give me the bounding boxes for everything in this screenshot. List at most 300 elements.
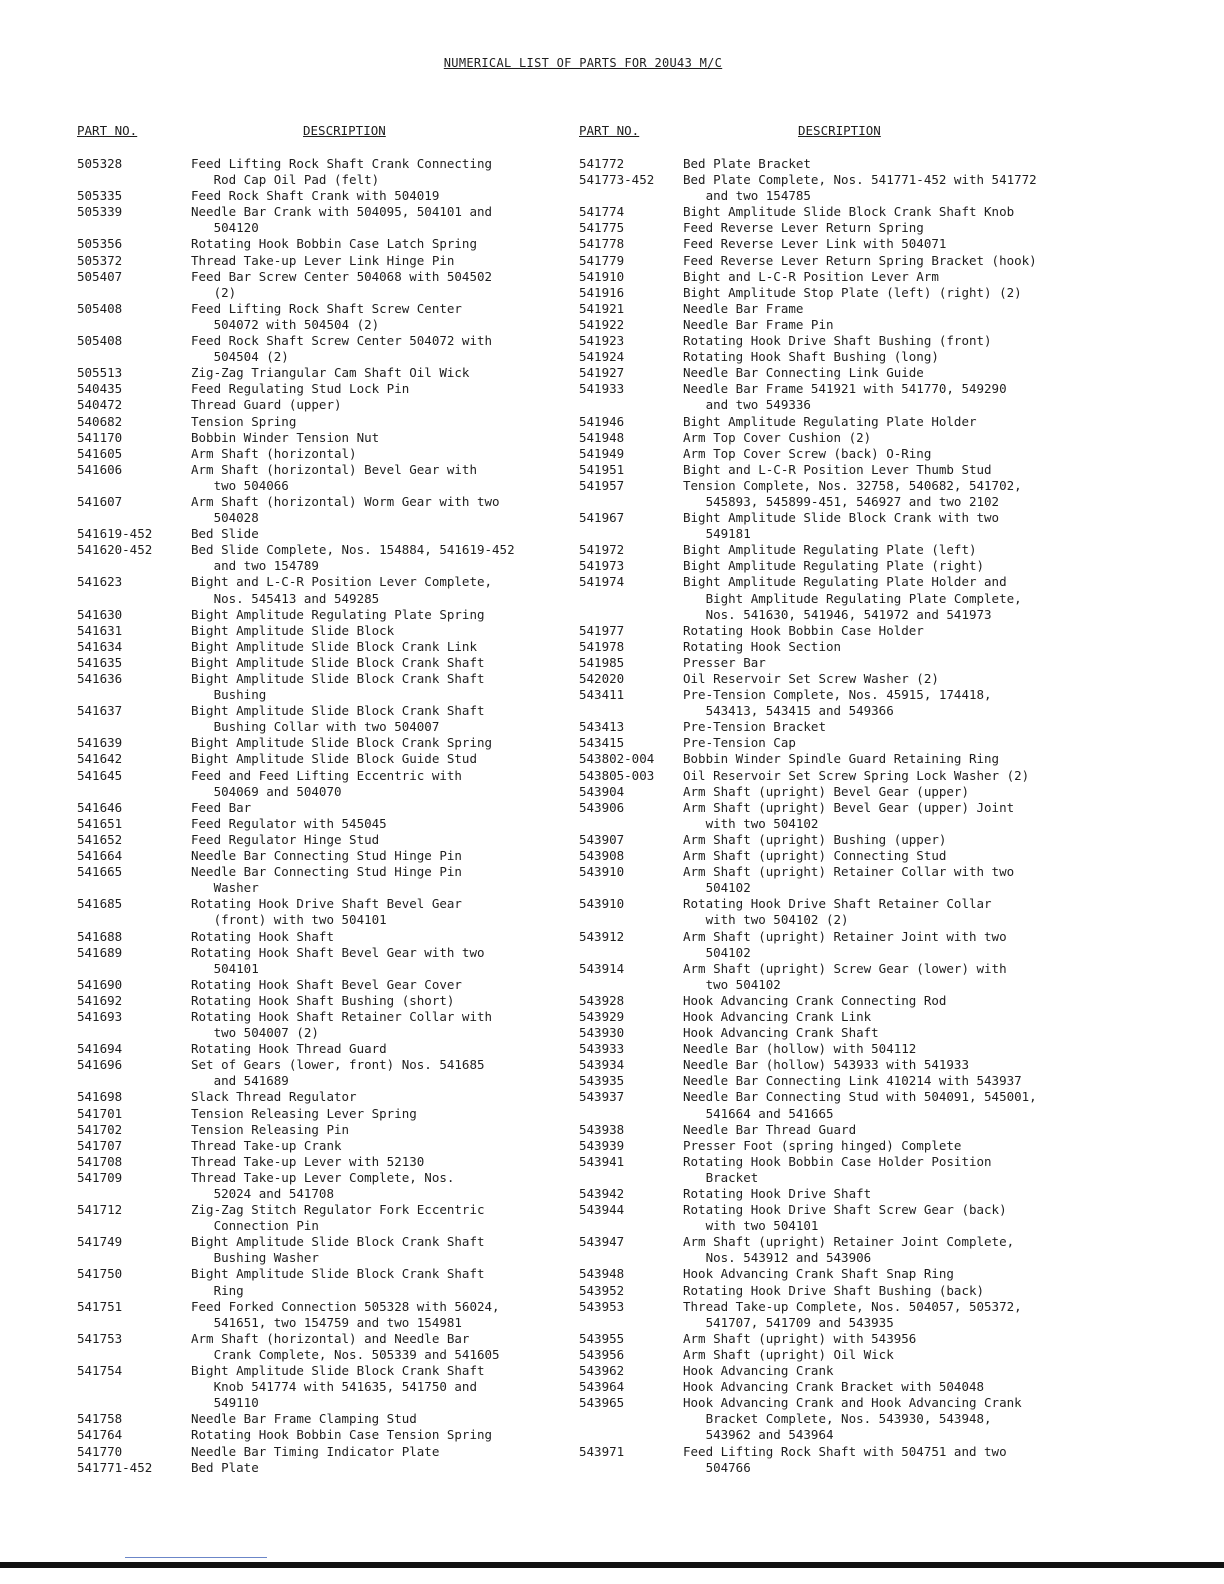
part-number: 540682 [77,413,123,429]
parts-row [579,1154,1079,1186]
part-number: 541690 [77,976,123,992]
parts-row [579,285,1079,301]
parts-row [77,188,547,204]
parts-row [579,349,1079,365]
part-number: 543971 [579,1443,625,1459]
part-number: 541607 [77,493,123,509]
part-description: Bight and L-C-R Position Lever Thumb Stud [683,461,992,477]
part-number: 543956 [579,1346,625,1362]
parts-row [77,333,547,365]
part-description: Hook Advancing Crank Shaft [683,1025,879,1041]
parts-row [579,896,1079,928]
parts-row [77,1138,547,1154]
part-description: Arm Top Cover Cushion (2) [683,429,872,445]
parts-row [579,558,1079,574]
part-description: Zig-Zag Triangular Cam Shaft Oil Wick [191,365,470,381]
parts-row [77,542,547,574]
part-number: 543908 [579,848,625,864]
part-number: 541701 [77,1105,123,1121]
part-description: Bight Amplitude Regulating Plate (left) [683,542,977,558]
parts-row [77,269,547,301]
part-description: Bight Amplitude Slide Block Guide Stud [191,751,477,767]
part-description: Rotating Hook Shaft Bevel Gear Cover [191,976,462,992]
part-description: Feed Rock Shaft Crank with 504019 [191,188,440,204]
parts-row [77,864,547,896]
parts-row [77,1106,547,1122]
part-description: Needle Bar Frame Pin [683,316,834,332]
parts-row [579,1057,1079,1073]
parts-row [579,333,1079,349]
parts-row [579,1363,1079,1379]
part-description: Oil Reservoir Set Screw Washer (2) [683,671,939,686]
part-number: 541688 [77,928,123,944]
part-number: 543906 [579,799,625,815]
parts-row [77,768,547,800]
parts-row [77,1299,547,1331]
part-number: 541770 [77,1443,123,1459]
part-description: Bight Amplitude Slide Block Crank Shaft [191,654,485,670]
part-number: 541709 [77,1169,123,1185]
parts-row [579,1283,1079,1299]
part-number: 543929 [579,1008,625,1024]
part-number: 543937 [579,1089,625,1105]
part-number: 541977 [579,622,625,638]
part-number: 543947 [579,1234,625,1250]
part-description: Needle Bar Connecting Stud Hinge Pin Washer [191,864,462,896]
part-number: 541973 [579,558,625,574]
part-number: 543935 [579,1073,625,1089]
parts-row [77,494,547,526]
part-description: Pre-Tension Cap [683,735,796,751]
parts-row [77,1444,547,1460]
part-number: 543964 [579,1379,625,1395]
parts-row [579,414,1079,430]
part-number: 543415 [579,735,625,751]
part-number: 505408 [77,333,123,349]
part-description: Thread Guard (upper) [191,397,342,413]
part-number: 541771-452 [77,1459,153,1475]
part-description: Bed Slide Complete, Nos. 154884, 541619-452 and two 154789 [191,542,515,574]
parts-row [579,1009,1079,1025]
part-description: Feed Lifting Rock Shaft Crank Connecting Rod Cap Oil Pad (felt) [191,156,493,188]
parts-row [579,317,1079,333]
part-description: Arm Shaft (upright) Retainer Joint Complete, Nos. 543912 and 543906 [683,1234,1015,1266]
part-description: Feed Regulator with 545045 [191,815,387,831]
part-number: 543910 [579,896,625,912]
part-description: Arm Shaft (upright) Oil Wick [683,1346,894,1362]
parts-row [77,929,547,945]
part-description: Hook Advancing Crank Link [683,1008,872,1024]
part-description: Presser Foot (spring hinged) Complete [683,1137,962,1153]
part-number: 541957 [579,477,625,493]
part-number: 543802-004 [579,751,655,767]
part-number: 541927 [579,365,625,381]
part-number: 541605 [77,445,123,461]
part-description: Hook Advancing Crank Bracket with 504048 [683,1379,985,1395]
part-number: 543904 [579,783,625,799]
part-description: Arm Shaft (upright) Screw Gear (lower) with two 504102 [683,960,1007,992]
part-number: 541951 [579,461,625,477]
parts-row [579,1089,1079,1121]
part-description: Feed Reverse Lever Return Spring [683,220,924,236]
parts-row [77,993,547,1009]
part-number: 541636 [77,671,123,686]
part-number: 541170 [77,429,123,445]
parts-row [77,1234,547,1266]
part-description: Bight Amplitude Regulating Plate Holder and Bight Amplitude Regulating Plate Complete, Nos. 541630, 541946, 541972 and 541973 [683,574,1022,622]
part-description: Zig-Zag Stitch Regulator Fork Eccentric Connection Pin [191,1202,485,1234]
parts-row [579,301,1079,317]
part-description: Rotating Hook Thread Guard [191,1041,387,1057]
parts-row [77,735,547,751]
parts-row [579,719,1079,735]
part-number: 543934 [579,1057,625,1073]
part-description: Hook Advancing Crank and Hook Advancing Crank Bracket Complete, Nos. 543930, 543948, 543962 and 543964 [683,1395,1022,1443]
part-number: 505335 [77,188,123,204]
parts-row [77,1041,547,1057]
parts-row [77,1170,547,1202]
parts-row [77,655,547,671]
parts-row [77,365,547,381]
part-number: 541642 [77,751,123,767]
parts-row [579,1347,1079,1363]
part-number: 543933 [579,1041,625,1057]
part-number: 541946 [579,413,625,429]
part-number: 543914 [579,960,625,976]
parts-row [77,751,547,767]
parts-row [579,204,1079,220]
part-description: Bight Amplitude Slide Block Crank Shaft Bushing Washer [191,1234,485,1266]
part-number: 541645 [77,767,123,783]
part-number: 505372 [77,252,123,268]
part-description: Needle Bar (hollow) 543933 with 541933 [683,1057,969,1073]
part-description: Rotating Hook Bobbin Case Latch Spring [191,236,477,252]
parts-row [579,269,1079,285]
part-description: Bight Amplitude Slide Block Crank with two 549181 [683,510,1000,542]
part-description: Arm Shaft (horizontal) [191,445,357,461]
part-number: 543941 [579,1153,625,1169]
part-description: Needle Bar Connecting Stud with 504091, 545001, 541664 and 541665 [683,1089,1037,1121]
part-description: Bight Amplitude Slide Block Crank Shaft Bushing Collar with two 504007 [191,703,485,735]
parts-row [579,1202,1079,1234]
parts-row [579,671,1079,687]
part-description: Rotating Hook Section [683,638,842,654]
part-description: Rotating Hook Bobbin Case Tension Spring [191,1427,493,1443]
parts-row [77,1266,547,1298]
part-description: Needle Bar Frame 541921 with 541770, 549290 and two 549336 [683,381,1007,413]
part-number: 541619-452 [77,526,153,542]
parts-row [77,848,547,864]
part-description: Bight Amplitude Slide Block Crank Shaft Ring [191,1266,485,1298]
part-description: Feed Rock Shaft Screw Center 504072 with 504504 (2) [191,333,493,365]
part-description: Feed Forked Connection 505328 with 56024, 541651, two 154759 and two 154981 [191,1298,500,1330]
part-description: Needle Bar (hollow) with 504112 [683,1041,917,1057]
part-description: Needle Bar Frame [683,300,804,316]
part-number: 541967 [579,510,625,526]
part-description: Bight Amplitude Slide Block Crank Link [191,638,477,654]
part-description: Feed Reverse Lever Link with 504071 [683,236,947,252]
parts-row [579,1025,1079,1041]
parts-row [579,430,1079,446]
part-description: Bight and L-C-R Position Lever Complete, Nos. 545413 and 549285 [191,574,493,606]
parts-row [579,510,1079,542]
parts-row [77,574,547,606]
right-description-header: DESCRIPTION [798,123,881,138]
part-number: 541606 [77,461,123,477]
part-number: 543938 [579,1121,625,1137]
part-description: Feed and Feed Lifting Eccentric with 504069 and 504070 [191,767,462,799]
part-number: 541630 [77,606,123,622]
part-description: Bed Plate Bracket [683,156,811,171]
part-description: Arm Shaft (upright) Connecting Stud [683,848,947,864]
parts-row [77,430,547,446]
parts-row [77,236,547,252]
part-description: Needle Bar Connecting Stud Hinge Pin [191,848,462,864]
part-number: 541637 [77,703,123,719]
part-number: 541693 [77,1008,123,1024]
part-number: 543912 [579,928,625,944]
parts-row [77,414,547,430]
part-description: Pre-Tension Complete, Nos. 45915, 174418, 543413, 543415 and 549366 [683,687,992,719]
part-description: Oil Reservoir Set Screw Spring Lock Washer (2) [683,767,1030,783]
part-description: Thread Take-up Complete, Nos. 504057, 505372, 541707, 541709 and 543935 [683,1298,1022,1330]
part-number: 541634 [77,638,123,654]
parts-row [579,687,1079,719]
part-description: Rotating Hook Bobbin Case Holder [683,622,924,638]
left-part-no-header: PART NO. [77,123,138,138]
parts-row [579,1266,1079,1282]
parts-row [579,172,1079,204]
part-number: 541753 [77,1330,123,1346]
part-description: Bed Plate [191,1459,259,1475]
parts-row [77,1154,547,1170]
part-description: Bight Amplitude Slide Block [191,622,395,638]
part-description: Thread Take-up Crank [191,1137,342,1153]
parts-row [579,832,1079,848]
part-number: 543955 [579,1330,625,1346]
right-part-no-header: PART NO. [579,123,640,138]
part-description: Bight Amplitude Regulating Plate Spring [191,606,485,622]
part-number: 541696 [77,1057,123,1073]
part-number: 541707 [77,1137,123,1153]
parts-row [77,1460,547,1476]
right-parts-list [579,156,1079,1476]
part-number: 541692 [77,992,123,1008]
part-number: 541774 [579,204,625,220]
part-description: Needle Bar Crank with 504095, 504101 and 504120 [191,204,493,236]
part-number: 541750 [77,1266,123,1282]
part-number: 541773-452 [579,172,655,188]
part-number: 541924 [579,349,625,365]
parts-row [77,1089,547,1105]
part-description: Arm Shaft (upright) with 543956 [683,1330,917,1346]
part-number: 541702 [77,1121,123,1137]
part-description: Needle Bar Thread Guard [683,1121,857,1137]
part-number: 541698 [77,1089,123,1105]
part-number: 541772 [579,156,625,171]
part-number: 541775 [579,220,625,236]
parts-row [77,639,547,655]
part-description: Tension Releasing Pin [191,1121,350,1137]
parts-row [579,784,1079,800]
parts-row [579,381,1079,413]
parts-row [579,1444,1079,1476]
parts-row [579,929,1079,961]
parts-row [77,462,547,494]
part-number: 541754 [77,1363,123,1379]
parts-row [579,864,1079,896]
parts-row [579,542,1079,558]
parts-row [77,977,547,993]
part-number: 541639 [77,735,123,751]
part-description: Rotating Hook Shaft Retainer Collar with two 504007 (2) [191,1008,493,1041]
part-number: 541623 [77,574,123,590]
parts-row [77,1427,547,1443]
part-number: 541923 [579,333,625,349]
part-number: 543952 [579,1282,625,1298]
part-description: Arm Shaft (horizontal) Worm Gear with two 504028 [191,493,500,526]
part-description: Arm Shaft (upright) Bevel Gear (upper) [683,783,969,799]
part-description: Rotating Hook Drive Shaft Bevel Gear (front) with two 504101 [191,896,462,928]
part-description: Bight and L-C-R Position Lever Arm [683,268,939,284]
part-description: Pre-Tension Bracket [683,719,826,735]
parts-row [77,397,547,413]
part-number: 541974 [579,574,625,590]
part-description: Thread Take-up Lever with 52130 [191,1153,425,1169]
parts-row [579,446,1079,462]
part-description: Bed Slide [191,526,259,542]
part-number: 540472 [77,397,123,413]
part-description: Slack Thread Regulator [191,1089,357,1105]
parts-row [77,301,547,333]
parts-row [579,735,1079,751]
part-number: 541749 [77,1234,123,1250]
part-description: Arm Shaft (horizontal) Bevel Gear with two 504066 [191,461,477,493]
parts-row [77,832,547,848]
parts-row [579,156,1079,172]
part-description: Hook Advancing Crank Shaft Snap Ring [683,1266,954,1282]
part-number: 541916 [579,284,625,300]
part-description: Bobbin Winder Spindle Guard Retaining Ring [683,751,1000,767]
part-description: Arm Shaft (upright) Retainer Collar with two 504102 [683,864,1015,896]
parts-row [77,1009,547,1041]
part-description: Needle Bar Connecting Link 410214 with 543937 [683,1073,1022,1089]
parts-row [77,253,547,269]
part-description: Bight Amplitude Slide Block Crank Shaft Bushing [191,671,485,703]
parts-row [77,896,547,928]
part-description: Needle Bar Timing Indicator Plate [191,1443,440,1459]
part-number: 541685 [77,896,123,912]
part-number: 505408 [77,300,123,316]
part-number: 541978 [579,638,625,654]
part-number: 543965 [579,1395,625,1411]
parts-row [77,945,547,977]
parts-row [77,526,547,542]
part-description: Rotating Hook Shaft Bushing (long) [683,349,939,365]
parts-row [579,253,1079,269]
scan-mark [125,1557,267,1558]
part-number: 543948 [579,1266,625,1282]
part-description: Needle Bar Connecting Link Guide [683,365,924,381]
parts-row [579,961,1079,993]
part-number: 541910 [579,268,625,284]
parts-row [579,751,1079,767]
parts-row [77,381,547,397]
part-number: 543939 [579,1137,625,1153]
part-number: 541921 [579,300,625,316]
parts-row [579,365,1079,381]
part-number: 505407 [77,268,123,284]
part-description: Feed Lifting Rock Shaft Screw Center 504072 with 504504 (2) [191,300,462,332]
parts-row [77,1411,547,1427]
part-number: 541635 [77,654,123,670]
part-description: Feed Reverse Lever Return Spring Bracket (hook) [683,252,1037,268]
parts-row [77,816,547,832]
left-parts-list [77,156,547,1476]
parts-row [579,1379,1079,1395]
part-number: 541646 [77,799,123,815]
part-description: Arm Shaft (upright) Bevel Gear (upper) Joint with two 504102 [683,799,1015,831]
part-number: 541694 [77,1041,123,1057]
part-description: Bobbin Winder Tension Nut [191,429,380,445]
part-description: Rotating Hook Bobbin Case Holder Position Bracket [683,1153,992,1185]
part-number: 541751 [77,1298,123,1314]
part-description: Bight Amplitude Regulating Plate Holder [683,413,977,429]
part-number: 541778 [579,236,625,252]
part-number: 541779 [579,252,625,268]
part-description: Feed Regulator Hinge Stud [191,831,380,847]
part-number: 543930 [579,1025,625,1041]
part-number: 541985 [579,654,625,670]
parts-row [77,1057,547,1089]
part-description: Rotating Hook Drive Shaft Bushing (front) [683,333,992,349]
parts-row [579,1395,1079,1443]
parts-row [579,1041,1079,1057]
parts-row [579,768,1079,784]
part-number: 541948 [579,429,625,445]
part-description: Rotating Hook Shaft [191,928,334,944]
part-number: 543953 [579,1298,625,1314]
parts-row [77,156,547,188]
part-number: 541665 [77,864,123,880]
part-number: 541949 [579,445,625,461]
part-number: 543907 [579,831,625,847]
part-description: Tension Releasing Lever Spring [191,1105,417,1121]
part-description: Bed Plate Complete, Nos. 541771-452 with 541772 and two 154785 [683,172,1037,204]
part-description: Bight Amplitude Slide Block Crank Shaft Knob 541774 with 541635, 541750 and 549110 [191,1363,485,1411]
part-description: Rotating Hook Drive Shaft Retainer Collar with two 504102 (2) [683,896,992,928]
parts-row [579,623,1079,639]
parts-row [77,204,547,236]
part-number: 541620-452 [77,542,153,558]
part-description: Arm Shaft (upright) Retainer Joint with two 504102 [683,928,1007,960]
parts-row [77,607,547,623]
part-number: 505328 [77,156,123,171]
part-description: Set of Gears (lower, front) Nos. 541685 and 541689 [191,1057,485,1089]
parts-row [77,703,547,735]
part-description: Rotating Hook Drive Shaft Bushing (back) [683,1282,985,1298]
part-description: Feed Bar Screw Center 504068 with 504502 (2) [191,268,493,300]
parts-row [579,1299,1079,1331]
parts-row [579,1331,1079,1347]
page-title: NUMERICAL LIST OF PARTS FOR 20U43 M/C [443,56,723,70]
parts-row [77,1122,547,1138]
part-number: 541764 [77,1427,123,1443]
parts-row [579,478,1079,510]
parts-row [579,1073,1079,1089]
left-description-header: DESCRIPTION [303,123,386,138]
part-description: Needle Bar Frame Clamping Stud [191,1411,417,1427]
